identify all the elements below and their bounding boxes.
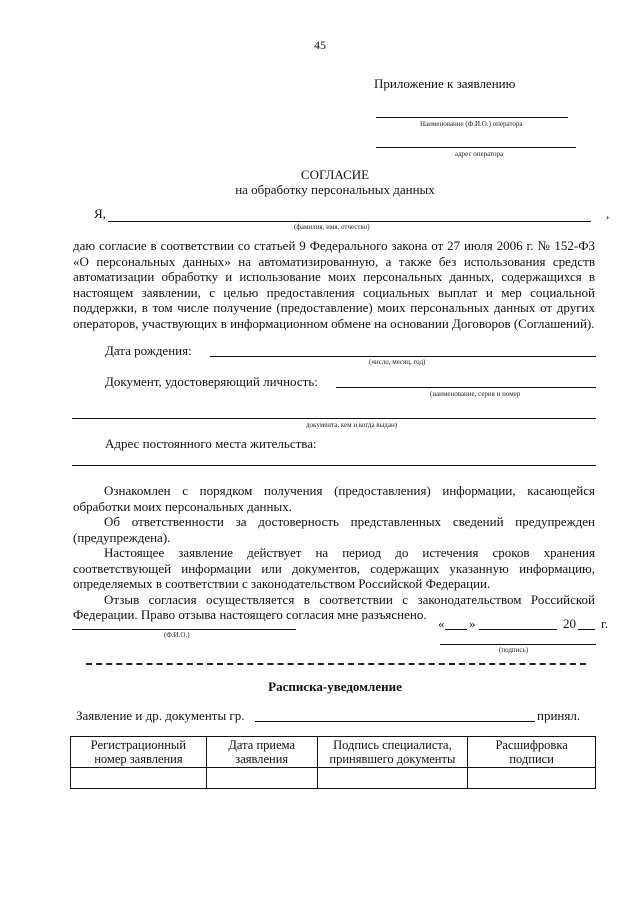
address-label: Адрес постоянного места жительства: [105, 436, 317, 451]
year-prefix: 20 [563, 616, 576, 631]
full-name-line[interactable] [108, 221, 591, 222]
paragraph-validity: Настоящее заявление действует на период до истечения сроков хранения соответствующей информации или документов, содержащих указанную информацию, определяемых в соответствии с законодательством Российской Федерации. [73, 545, 595, 591]
subject-prefix: Я, [94, 206, 106, 221]
date-year-line[interactable] [578, 629, 595, 630]
operator-name-line[interactable] [376, 117, 568, 118]
date-month-line[interactable] [479, 629, 557, 630]
receipt-applicant-line[interactable] [255, 721, 535, 722]
date-received-cell[interactable] [206, 768, 317, 789]
operator-address-caption: адрес оператора [455, 150, 504, 158]
receipt-table [70, 736, 596, 789]
column-header-registration-number: Регистрационный номер заявления [71, 737, 207, 768]
paragraph-responsibility: Об ответственности за достоверность представленных сведений предупрежден (предупреждена). [73, 514, 595, 545]
birth-date-caption: (число, месяц, год) [369, 358, 426, 366]
subject-suffix: , [606, 206, 610, 221]
registration-number-cell[interactable] [71, 768, 207, 789]
consent-text: даю согласие в соответствии со статьей 9 Федерального закона от 27 июля 2006 г. № 152-ФЗ «О персональных данных» на автоматизированную, а также без использования средств автоматизации обработку и использование моих персональных данных, содержащихся в настоящем заявлении, с целью предоставления социальных выплат и мер социальной поддержки, в том числе получение (предоставление) моих персональных данных от других операторов, участвующих в информационном обмене на основании Договоров (Соглашений). [73, 238, 595, 331]
birth-date-line[interactable] [210, 356, 596, 357]
date-open-quote: « [438, 616, 445, 631]
fio-line[interactable] [72, 629, 296, 630]
receipt-accepted-suffix: принял. [537, 708, 581, 723]
document-subtitle: на обработку персональных данных [235, 182, 435, 197]
column-header-date-received: Дата приема заявления [206, 737, 317, 768]
identity-doc-line-2[interactable] [72, 418, 596, 419]
paragraph-revocation: Отзыв согласия осуществляется в соответствии с законодательством Российской Федерации. Право отзыва настоящего согласия мне разъяснено. [73, 591, 595, 622]
signature-transcript-cell[interactable] [468, 768, 596, 789]
date-day-line[interactable] [445, 629, 467, 630]
full-name-caption: (фамилия, имя, отчество) [294, 223, 370, 231]
operator-name-caption: Наименование (Ф.И.О.) оператора [420, 120, 523, 128]
appendix-title: Приложение к заявлению [374, 76, 516, 91]
signature-line[interactable] [440, 644, 596, 645]
page-number: 45 [314, 38, 326, 52]
birth-date-label: Дата рождения: [105, 343, 192, 358]
fio-caption: (Ф.И.О.) [164, 631, 190, 639]
date-close-quote: » [469, 616, 476, 631]
identity-doc-label: Документ, удостоверяющий личность: [105, 374, 318, 389]
address-line[interactable] [72, 465, 596, 466]
identity-doc-line-1[interactable] [336, 387, 596, 388]
identity-doc-caption-1: (наименование, серия и номер [430, 390, 521, 398]
signature-caption: (подпись) [499, 646, 529, 654]
receipt-accepted-prefix: Заявление и др. документы гр. [76, 708, 245, 723]
table-row [71, 768, 596, 789]
acknowledgement-block [73, 483, 595, 623]
receipt-table-header [71, 737, 596, 768]
document-title: СОГЛАСИЕ [300, 167, 370, 182]
cut-line-separator [86, 663, 586, 665]
year-suffix: г. [601, 616, 609, 631]
specialist-signature-cell[interactable] [317, 768, 468, 789]
identity-doc-caption-2: документа, кем и когда выдан) [306, 421, 398, 429]
operator-address-line[interactable] [376, 147, 576, 148]
column-header-signature-transcript: Расшифровка подписи [468, 737, 596, 768]
paragraph-acquainted: Ознакомлен с порядком получения (предоставления) информации, касающейся обработки моих персональных данных. [73, 483, 595, 514]
column-header-specialist-signature: Подпись специалиста, принявшего документы [317, 737, 468, 768]
receipt-title: Расписка-уведомление [268, 679, 402, 694]
